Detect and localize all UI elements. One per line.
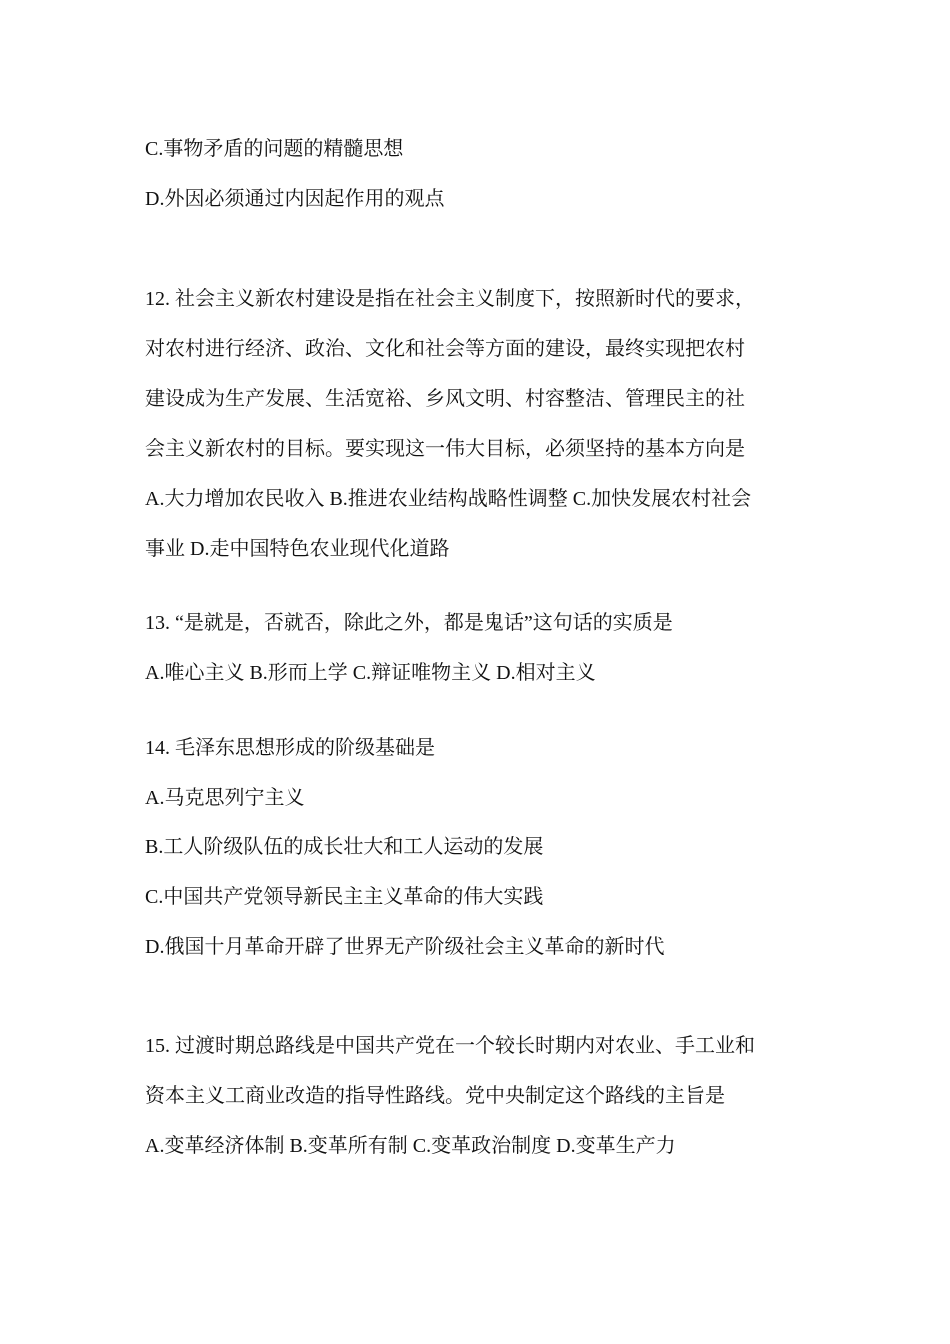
- q14-option-a: A.马克思列宁主义: [145, 787, 305, 809]
- q13-stem: 13. “是就是，否就否，除此之外，都是鬼话”这句话的实质是: [145, 612, 673, 634]
- q12-stem-line-4: 会主义新农村的目标。要实现这一伟大目标，必须坚持的基本方向是: [145, 438, 745, 460]
- q14-stem: 14. 毛泽东思想形成的阶级基础是: [145, 737, 435, 759]
- q15-stem-line-1: 15. 过渡时期总路线是中国共产党在一个较长时期内对农业、手工业和: [145, 1035, 755, 1057]
- q12-stem-line-1: 12. 社会主义新农村建设是指在社会主义制度下，按照新时代的要求，: [145, 288, 755, 310]
- q15-options: A.变革经济体制 B.变革所有制 C.变革政治制度 D.变革生产力: [145, 1135, 676, 1157]
- q13-options: A.唯心主义 B.形而上学 C.辩证唯物主义 D.相对主义: [145, 662, 596, 684]
- q12-stem-line-2: 对农村进行经济、政治、文化和社会等方面的建设，最终实现把农村: [145, 338, 745, 360]
- q12-options-line-1: A.大力增加农民收入 B.推进农业结构战略性调整 C.加快发展农村社会: [145, 488, 752, 510]
- q14-option-d: D.俄国十月革命开辟了世界无产阶级社会主义革命的新时代: [145, 936, 665, 958]
- q12-options-line-2: 事业 D.走中国特色农业现代化道路: [145, 538, 450, 560]
- q11-option-d: D.外因必须通过内因起作用的观点: [145, 188, 445, 210]
- q15-stem-line-2: 资本主义工商业改造的指导性路线。党中央制定这个路线的主旨是: [145, 1085, 725, 1107]
- q14-option-b: B.工人阶级队伍的成长壮大和工人运动的发展: [145, 836, 544, 858]
- q11-option-c: C.事物矛盾的问题的精髓思想: [145, 138, 404, 160]
- q12-stem-line-3: 建设成为生产发展、生活宽裕、乡风文明、村容整洁、管理民主的社: [145, 388, 745, 410]
- q14-option-c: C.中国共产党领导新民主主义革命的伟大实践: [145, 886, 544, 908]
